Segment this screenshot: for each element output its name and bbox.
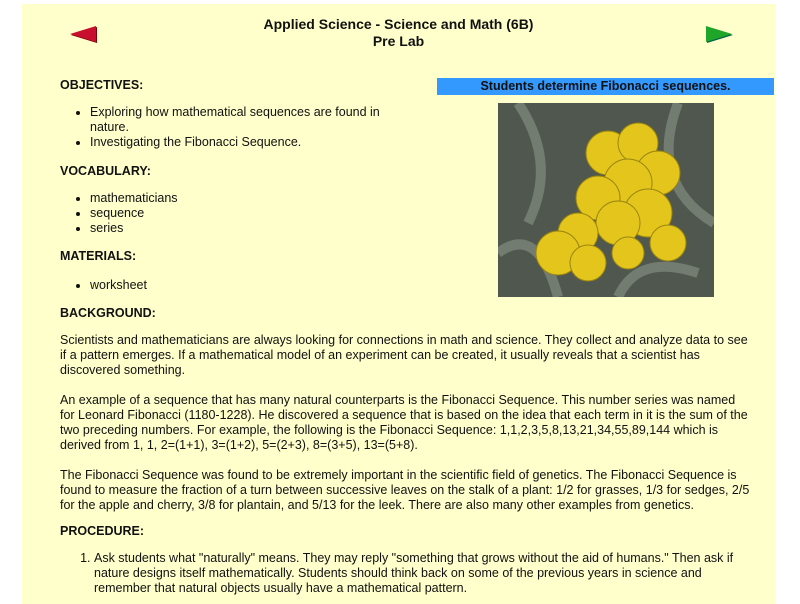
background-heading: BACKGROUND: [60, 306, 156, 320]
red-left-arrow-icon[interactable] [70, 26, 96, 42]
list-item: • Investigating the Fibonacci Sequence. [90, 135, 390, 150]
page [22, 4, 775, 604]
list-item: • series [90, 221, 420, 236]
subtitle-text: Pre Lab [372, 33, 425, 49]
yarrow-flower-image [498, 103, 714, 297]
vocabulary-heading: VOCABULARY: [60, 164, 151, 178]
list-item: • sequence [90, 206, 420, 221]
list-item: 1. Ask students what "naturally" means. They may reply "something that grows without the aid of humans." Then ask if nature designs itself mathematically. Students should think back on some of the previous years in science and remember that natural objects usually have a mathematical pattern. [94, 551, 750, 596]
caption-banner: Students determine Fibonacci sequences. [437, 78, 774, 95]
materials-section [60, 249, 420, 293]
vocabulary-section [60, 164, 420, 236]
flower-photo [498, 103, 714, 297]
objectives-section [60, 78, 420, 150]
paragraph: The Fibonacci Sequence was found to be extremely important in the scientific field of genetics. The Fibonacci Sequence is found to measure the fraction of a turn between successive leaves on the stalk of a plant: 1/2 for grasses, 1/3 for sedges, 2/5 for the apple and cherry, 3/8 for plantain, and 5/13 for the leek. There are also many other examples from genetics. [60, 468, 750, 512]
page-title [22, 16, 775, 50]
materials-heading: MATERIALS: [60, 249, 137, 263]
background-section [60, 306, 750, 513]
list-item: • Exploring how mathematical sequences are found in nature. [90, 105, 390, 135]
objectives-heading: OBJECTIVES: [60, 78, 144, 92]
list-item: • worksheet [90, 278, 420, 293]
green-right-arrow-icon[interactable] [706, 26, 732, 42]
paragraph: An example of a sequence that has many natural counterparts is the Fibonacci Sequence. This number series was named for Leonard Fibonacci (1180-1228). He discovered a sequence that is based on the idea that each term in it is the sum of the two preceding numbers. For example, the following is the Fibonacci Sequence: 1,1,2,3,5,8,13,21,34,55,89,144 which is derived from 1, 1, 2=(1+1), 3=(1+2), 5=(2+3), 8=(3+5), 13=(5+8). [60, 393, 748, 452]
title-text: Applied Science - Science and Math (6B) [263, 16, 534, 32]
procedure-section [60, 524, 750, 596]
procedure-heading: PROCEDURE: [60, 524, 145, 538]
list-item: • mathematicians [90, 191, 420, 206]
paragraph: Scientists and mathematicians are always looking for connections in math and science. They collect and analyze data to see if a pattern emerges. If a mathematical model of an experiment can be created, it usually reveals that a scientist has discovered something. [60, 333, 748, 377]
